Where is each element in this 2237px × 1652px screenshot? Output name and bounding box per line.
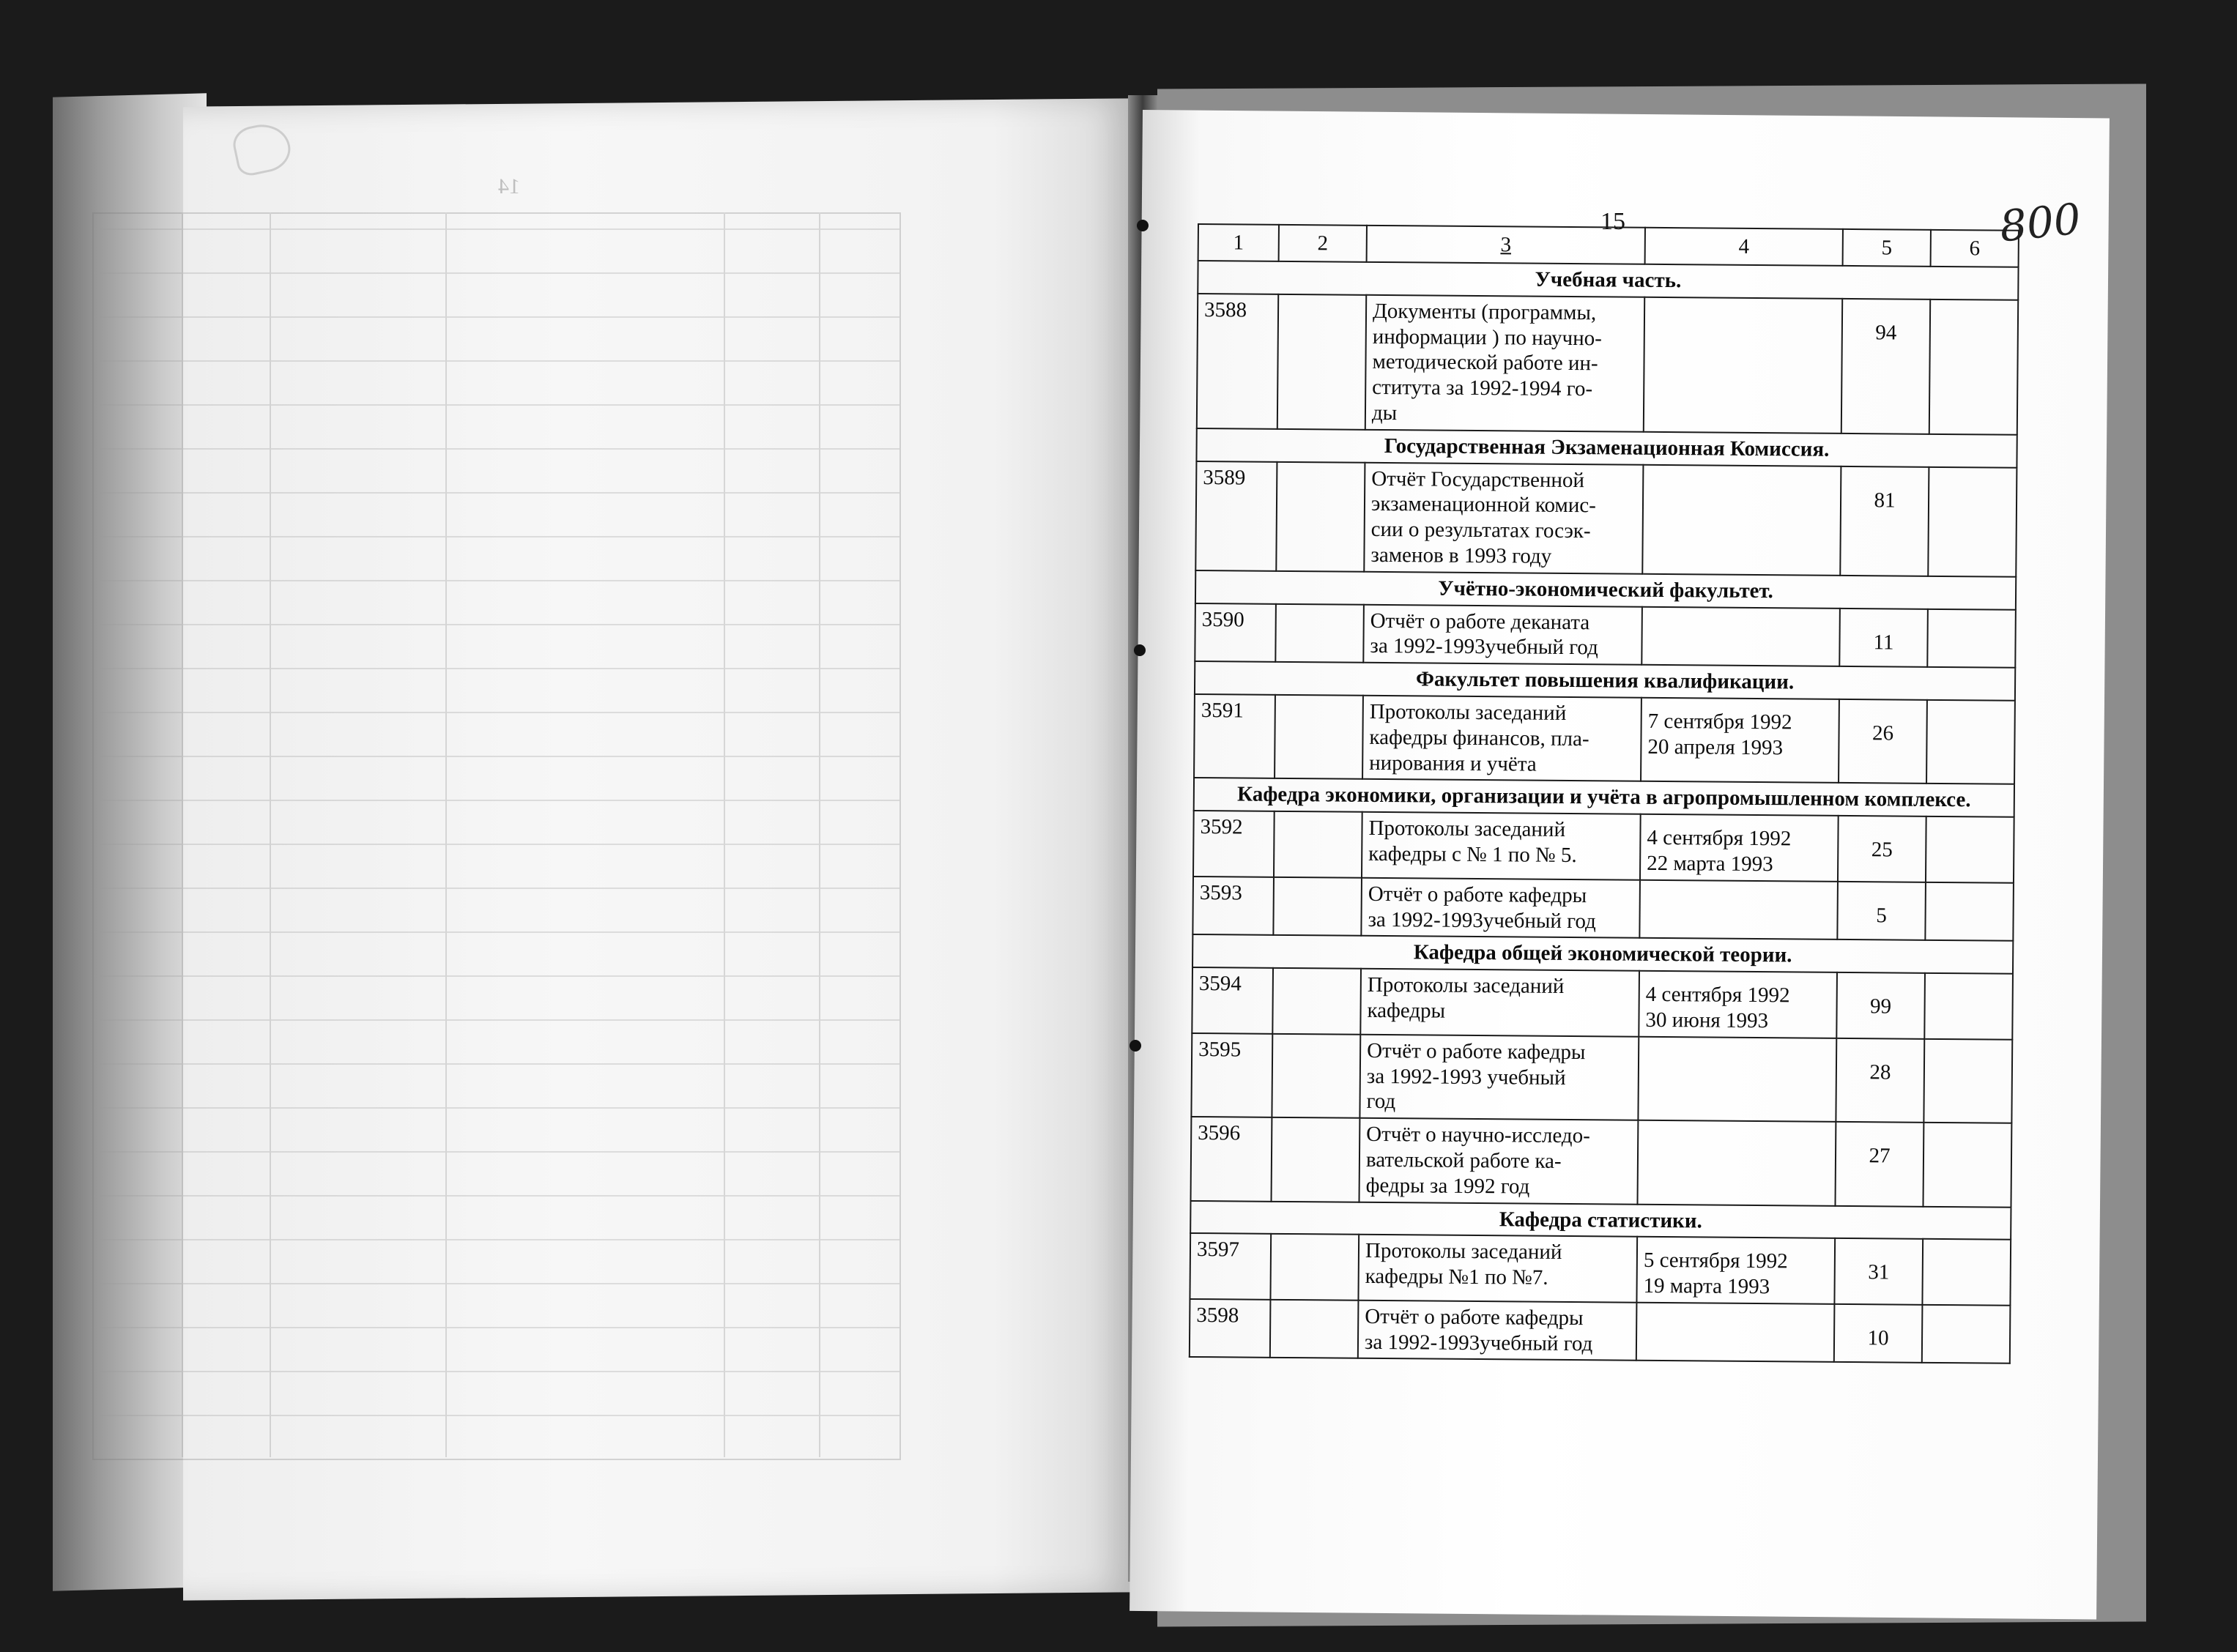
bleed-through-col-line	[182, 212, 183, 1457]
column-2-cell	[1270, 1234, 1359, 1301]
case-number-cell: 3588	[1197, 294, 1278, 429]
sheet-count-cell: 5	[1837, 882, 1926, 941]
notes-cell	[1927, 609, 2016, 668]
description-cell: Отчёт о работе кафедры за 1992-1993 учебный год	[1359, 1034, 1639, 1120]
case-number-cell: 3590	[1195, 603, 1276, 662]
case-number-cell: 3592	[1193, 811, 1275, 877]
notes-cell	[1928, 466, 2017, 576]
description-cell: Протоколы заседаний кафедры	[1360, 969, 1639, 1037]
case-number-cell: 3589	[1195, 461, 1277, 571]
column-2-cell	[1272, 968, 1361, 1035]
section-title: Кафедра экономики, организации и учёта в агропромышленном комплексе.	[1194, 778, 2014, 817]
binding-hole	[1129, 1040, 1141, 1052]
case-number-cell: 3596	[1191, 1117, 1272, 1201]
description-cell: Отчёт Государственной экзаменационной комис- сии о результатах госэк- заменов в 1993 году	[1364, 462, 1643, 573]
bleed-through-col-line	[445, 212, 447, 1457]
notes-cell	[1922, 1305, 2011, 1364]
table-body	[1190, 261, 2019, 1363]
sheet-count-cell: 10	[1834, 1304, 1923, 1363]
dates-cell: 4 сентября 1992 22 марта 1993	[1640, 814, 1839, 882]
table-row	[1192, 967, 2013, 1039]
section-title: Кафедра статистики.	[1190, 1200, 2011, 1240]
description-cell: Отчёт о работе деканата за 1992-1993учебный год	[1363, 604, 1642, 665]
bleed-through-col-line	[270, 212, 271, 1457]
notes-cell	[1923, 1039, 2012, 1123]
dates-cell	[1638, 1036, 1836, 1122]
binding-hole	[1134, 644, 1146, 656]
case-number-cell: 3598	[1190, 1299, 1271, 1358]
sheet-count-cell: 26	[1839, 699, 1927, 784]
column-header: 1	[1198, 224, 1279, 261]
table-row	[1191, 1033, 2012, 1123]
column-2-cell	[1275, 603, 1364, 663]
bleed-through-col-line	[819, 212, 820, 1457]
section-title: Факультет повышения квалификации.	[1195, 661, 2015, 701]
column-2-cell	[1272, 1117, 1360, 1202]
table-row	[1191, 1117, 2012, 1207]
notes-cell	[1929, 299, 2018, 435]
binding-hole	[1137, 220, 1149, 231]
column-2-cell	[1275, 695, 1363, 779]
case-number-cell: 3591	[1194, 694, 1275, 778]
bleed-through-page-number: 14	[498, 174, 520, 198]
dates-cell	[1639, 880, 1838, 940]
column-2-cell	[1272, 1034, 1360, 1118]
dates-cell: 4 сентября 1992 30 июня 1993	[1639, 971, 1837, 1038]
description-cell: Протоколы заседаний кафедры №1 по №7.	[1358, 1235, 1637, 1303]
notes-cell	[1923, 1123, 2011, 1207]
section-title: Учебная часть.	[1198, 261, 2018, 300]
description-cell: Протоколы заседаний кафедры финансов, пла- нирования и учёта	[1362, 696, 1641, 781]
page-number: 15	[1600, 208, 1625, 235]
bleed-through-table	[92, 212, 901, 1460]
dates-cell	[1644, 297, 1842, 434]
sheet-count-cell: 31	[1834, 1238, 1923, 1305]
column-header: 6	[1931, 230, 2019, 267]
dates-cell	[1636, 1303, 1835, 1363]
table-row	[1193, 811, 2014, 882]
case-number-cell: 3597	[1190, 1233, 1271, 1299]
sheet-count-cell: 25	[1838, 816, 1926, 882]
section-title: Государственная Экзаменационная Комиссия.	[1196, 428, 2017, 468]
handwritten-sheet-number: 800	[1997, 193, 2083, 252]
column-2-cell	[1277, 294, 1366, 430]
dates-cell: 7 сентября 1992 20 апреля 1993	[1641, 698, 1839, 784]
description-cell: Отчёт о работе кафедры за 1992-1993учебный год	[1361, 878, 1640, 939]
column-2-cell	[1273, 877, 1362, 937]
notes-cell	[1925, 882, 2014, 942]
case-number-cell: 3594	[1192, 967, 1273, 1033]
case-number-cell: 3593	[1192, 877, 1274, 935]
notes-cell	[1926, 700, 2015, 784]
dates-cell	[1641, 606, 1840, 666]
archive-inventory-table	[1189, 223, 2019, 1364]
table-row	[1194, 694, 2015, 784]
table-row	[1195, 603, 2016, 668]
case-number-cell: 3595	[1191, 1033, 1272, 1117]
sheet-count-cell: 81	[1840, 466, 1929, 576]
sheet-count-cell: 99	[1836, 972, 1925, 1039]
sheet-count-cell: 94	[1841, 299, 1930, 434]
description-cell: Протоколы заседаний кафедры с № 1 по № 5.	[1362, 812, 1641, 880]
column-header: 3	[1367, 226, 1645, 264]
notes-cell	[1922, 1239, 2011, 1306]
sheet-count-cell: 27	[1835, 1122, 1923, 1206]
description-cell: Отчёт о научно-исследо- вательской работе ка- федры за 1992 год	[1359, 1118, 1639, 1204]
column-header: 5	[1843, 229, 1931, 267]
table-row	[1195, 461, 2017, 577]
table-row	[1190, 1299, 2011, 1363]
notes-cell	[1926, 816, 2014, 883]
section-title: Учётно-экономический факультет.	[1195, 570, 2016, 610]
dates-cell	[1642, 464, 1841, 575]
sheet-count-cell: 28	[1836, 1038, 1924, 1123]
dates-cell: 5 сентября 1992 19 марта 1993	[1636, 1237, 1835, 1304]
bleed-through-page	[95, 103, 901, 1465]
column-header: 2	[1279, 225, 1367, 262]
notes-cell	[1924, 973, 2013, 1040]
table-row	[1190, 1233, 2011, 1305]
table-row	[1192, 877, 2014, 941]
bleed-through-col-line	[724, 212, 725, 1457]
table-row	[1197, 294, 2018, 435]
sheet-count-cell: 11	[1839, 608, 1928, 667]
description-cell: Документы (программы, информации ) по научно- методической работе ин- ститута за 1992-1994 го- ды	[1365, 295, 1644, 432]
section-title: Кафедра общей экономической теории.	[1192, 934, 2013, 974]
column-2-cell	[1270, 1300, 1359, 1359]
column-header: 4	[1645, 228, 1843, 266]
column-2-cell	[1274, 811, 1362, 878]
dates-cell	[1638, 1120, 1836, 1206]
column-2-cell	[1276, 461, 1365, 571]
table-header	[1198, 224, 2019, 267]
description-cell: Отчёт о работе кафедры за 1992-1993учебный год	[1358, 1301, 1637, 1361]
